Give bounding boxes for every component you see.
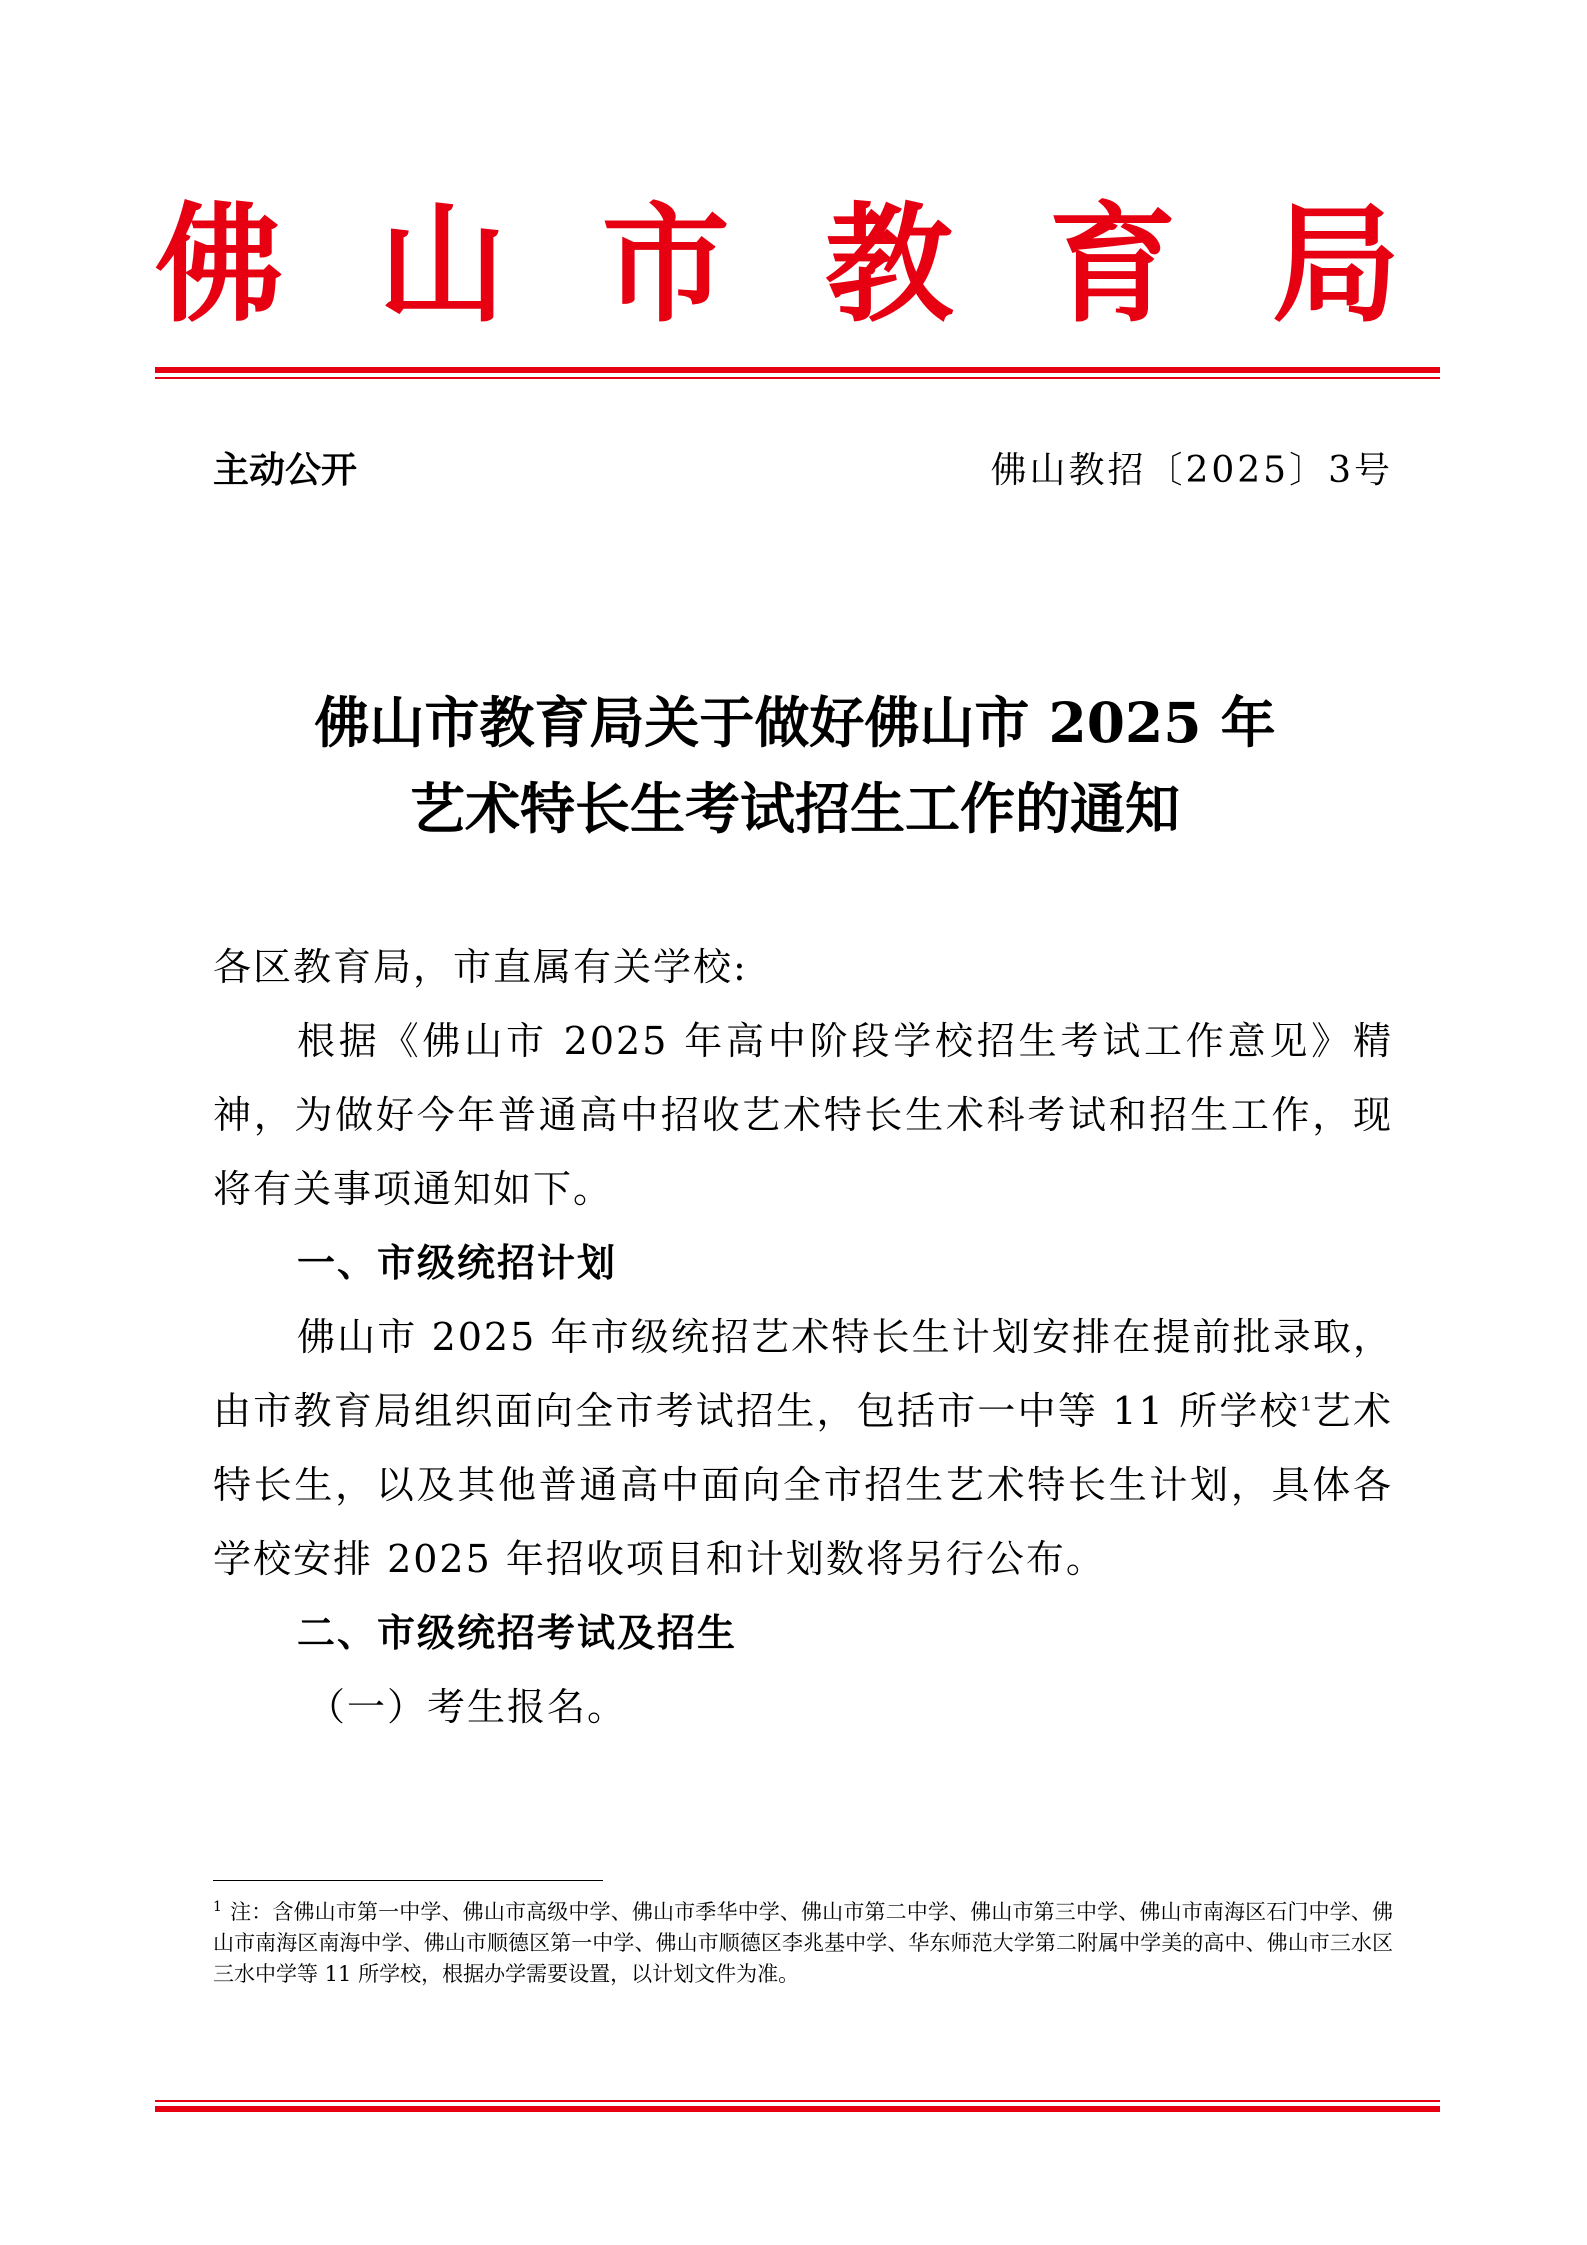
document-body	[213, 930, 1393, 1744]
footnote-mark: 1	[213, 1899, 222, 1915]
masthead-divider-thick	[155, 367, 1440, 373]
footnote	[213, 1897, 1393, 1990]
section-2-subheading: （一）考生报名。	[307, 1685, 628, 1729]
document-number: 佛山教招〔2025〕3号	[990, 450, 1393, 491]
document-meta-row	[213, 446, 1393, 496]
masthead-char: 教	[825, 190, 954, 340]
masthead-char: 局	[1271, 190, 1400, 340]
section-1-text-part2: 艺术特长生，以及其他普通高中面向全市招生艺术特长生计划，具体各学校安排 2025 年招收项目和计划数将另行公布。	[213, 1389, 1393, 1581]
disclosure-label: 主动公开	[213, 450, 358, 491]
salutation: 各区教育局，市直属有关学校:	[213, 945, 748, 989]
title-line-1: 佛山市教育局关于做好佛山市 2025 年	[314, 690, 1276, 755]
section-1-text-part1: 佛山市 2025 年市级统招艺术特长生计划安排在提前批录取，由市教育局组织面向全市考试招生，包括市一中等 11 所学校	[213, 1315, 1393, 1433]
footer-divider-thin	[155, 2100, 1440, 2102]
masthead-divider-thin	[155, 377, 1440, 379]
document-title	[150, 680, 1440, 852]
footer-divider-thick	[155, 2106, 1440, 2112]
title-line-2: 艺术特长生考试招生工作的通知	[409, 776, 1180, 841]
section-1-paragraph	[213, 1300, 1393, 1596]
masthead-char: 育	[1048, 190, 1177, 340]
section-2-heading: 二、市级统招考试及招生	[297, 1611, 738, 1655]
intro-paragraph: 根据《佛山市 2025 年高中阶段学校招生考试工作意见》精神，为做好今年普通高中招收艺术特长生术科考试和招生工作，现将有关事项通知如下。	[213, 1019, 1393, 1211]
footnote-separator	[213, 1880, 603, 1881]
masthead-char: 山	[378, 190, 507, 340]
masthead-char: 佛	[155, 190, 284, 340]
masthead-char: 市	[601, 190, 730, 340]
footnote-text: 注：含佛山市第一中学、佛山市高级中学、佛山市季华中学、佛山市第二中学、佛山市第三中学、佛山市南海区石门中学、佛山市南海区南海中学、佛山市顺德区第一中学、佛山市顺德区李兆基中学、华东师范大学第二附属中学美的高中、佛山市三水区三水中学等 11 所学校，根据办学需要设置，以计划文件为准。	[213, 1900, 1393, 1986]
section-1-heading: 一、市级统招计划	[297, 1241, 618, 1285]
masthead-title	[155, 190, 1400, 340]
footnote-reference: 1	[1299, 1391, 1313, 1416]
